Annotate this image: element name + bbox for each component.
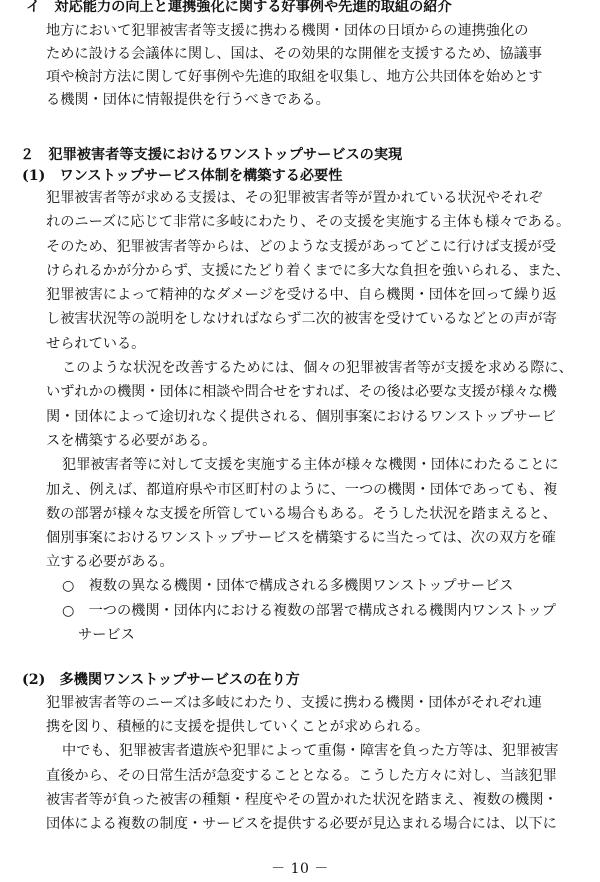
paragraph-line: 団体による複数の制度・サービスを提供する必要が見込まれる場合には、以下に [46,816,557,832]
subsection-heading-2: (2) 多機関ワンストップサービスの在り方 [22,672,300,688]
paragraph-line: 立する必要がある。 [46,554,174,570]
paragraph-line: し被害状況等の説明をしなければならず二次的被害を受けているなどとの声が寄 [46,311,557,327]
paragraph-line: 直後から、その日常生活が急変することとなる。こうした方々に対し、当該犯罪 [46,768,557,784]
paragraph-line: 項や検討方法に関して好事例や先進的取組を収集し、地方公共団体を始めとす [46,69,543,85]
paragraph-line: 犯罪被害者等のニーズは多岐にわたり、支援に携わる機関・団体がそれぞれ連 [46,695,542,711]
paragraph-line: けられるかが分からず、支援にたどり着くまでに多大な負担を強いられる、また、 [46,263,570,279]
paragraph-line: 関・団体によって途切れなく提供される、個別事案におけるワンストップサービ [46,409,556,425]
paragraph-line: ために設ける会議体に関し、国は、その効果的な開催を支援するため、協議事 [46,46,542,62]
section-heading-i: イ 対応能力の向上と連携強化に関する好事例や先進的取組の紹介 [26,0,452,15]
paragraph-line: 数の部署が様々な支援を所管している場合もある。そうした状況を踏まえると、 [46,506,557,522]
paragraph-line: せられている。 [46,336,146,352]
bullet-item: ○ 複数の異なる機関・団体で構成される多機関ワンストップサービス [62,578,514,594]
paragraph-line: 犯罪被害によって精神的なダメージを受ける中、自ら機関・団体を回って繰り返 [46,287,557,303]
paragraph-line: る機関・団体に情報提供を行うべきである。 [46,92,330,108]
section-heading-2: ２ 犯罪被害者等支援におけるワンストップサービスの実現 [20,147,403,163]
page-number: － 10 － [271,861,329,877]
paragraph-line: 犯罪被害者等が求める支援は、その犯罪被害者等が置かれている状況やそれぞ [46,190,543,206]
paragraph-line: 被害者等が負った被害の種類・程度やその置かれた状況を踏まえ、複数の機関・ [46,792,558,808]
paragraph-line: 個別事案におけるワンストップサービスを構築するに当たっては、次の双方を確 [46,530,556,546]
paragraph-line: 犯罪被害者等に対して支援を実施する主体が様々な機関・団体にわたることに [62,457,559,473]
bullet-item-continuation: サービス [78,627,135,643]
paragraph-line: スを構築する必要がある。 [46,433,217,449]
paragraph-line: 中でも、犯罪被害者遺族や犯罪によって重傷・障害を負った方等は、犯罪被害 [62,743,559,759]
paragraph-line: 地方において犯罪被害者等支援に携わる機関・団体の日頃からの連携強化の [46,23,529,39]
paragraph-line: 携を図り、積極的に支援を提供していくことが求められる。 [46,719,430,735]
paragraph-line: 加え、例えば、都道府県や市区町村のように、一つの機関・団体であっても、複 [46,482,558,498]
paragraph-line: このような状況を改善するためには、個々の犯罪被害者等が支援を求める際に、 [62,360,573,376]
paragraph-line: いずれかの機関・団体に相談や問合せをすれば、その後は必要な支援が様々な機 [46,384,557,400]
paragraph-line: そのため、犯罪被害者等からは、どのような支援があってどこに行けば支援が受 [46,239,557,255]
subsection-heading-1: (1) ワンストップサービス体制を構築する必要性 [22,168,343,184]
paragraph-line: れのニーズに応じて非常に多岐にわたり、その支援を実施する主体も様々である。 [46,214,571,230]
bullet-item: ○ 一つの機関・団体内における複数の部署で構成される機関内ワンストップ [62,603,556,619]
